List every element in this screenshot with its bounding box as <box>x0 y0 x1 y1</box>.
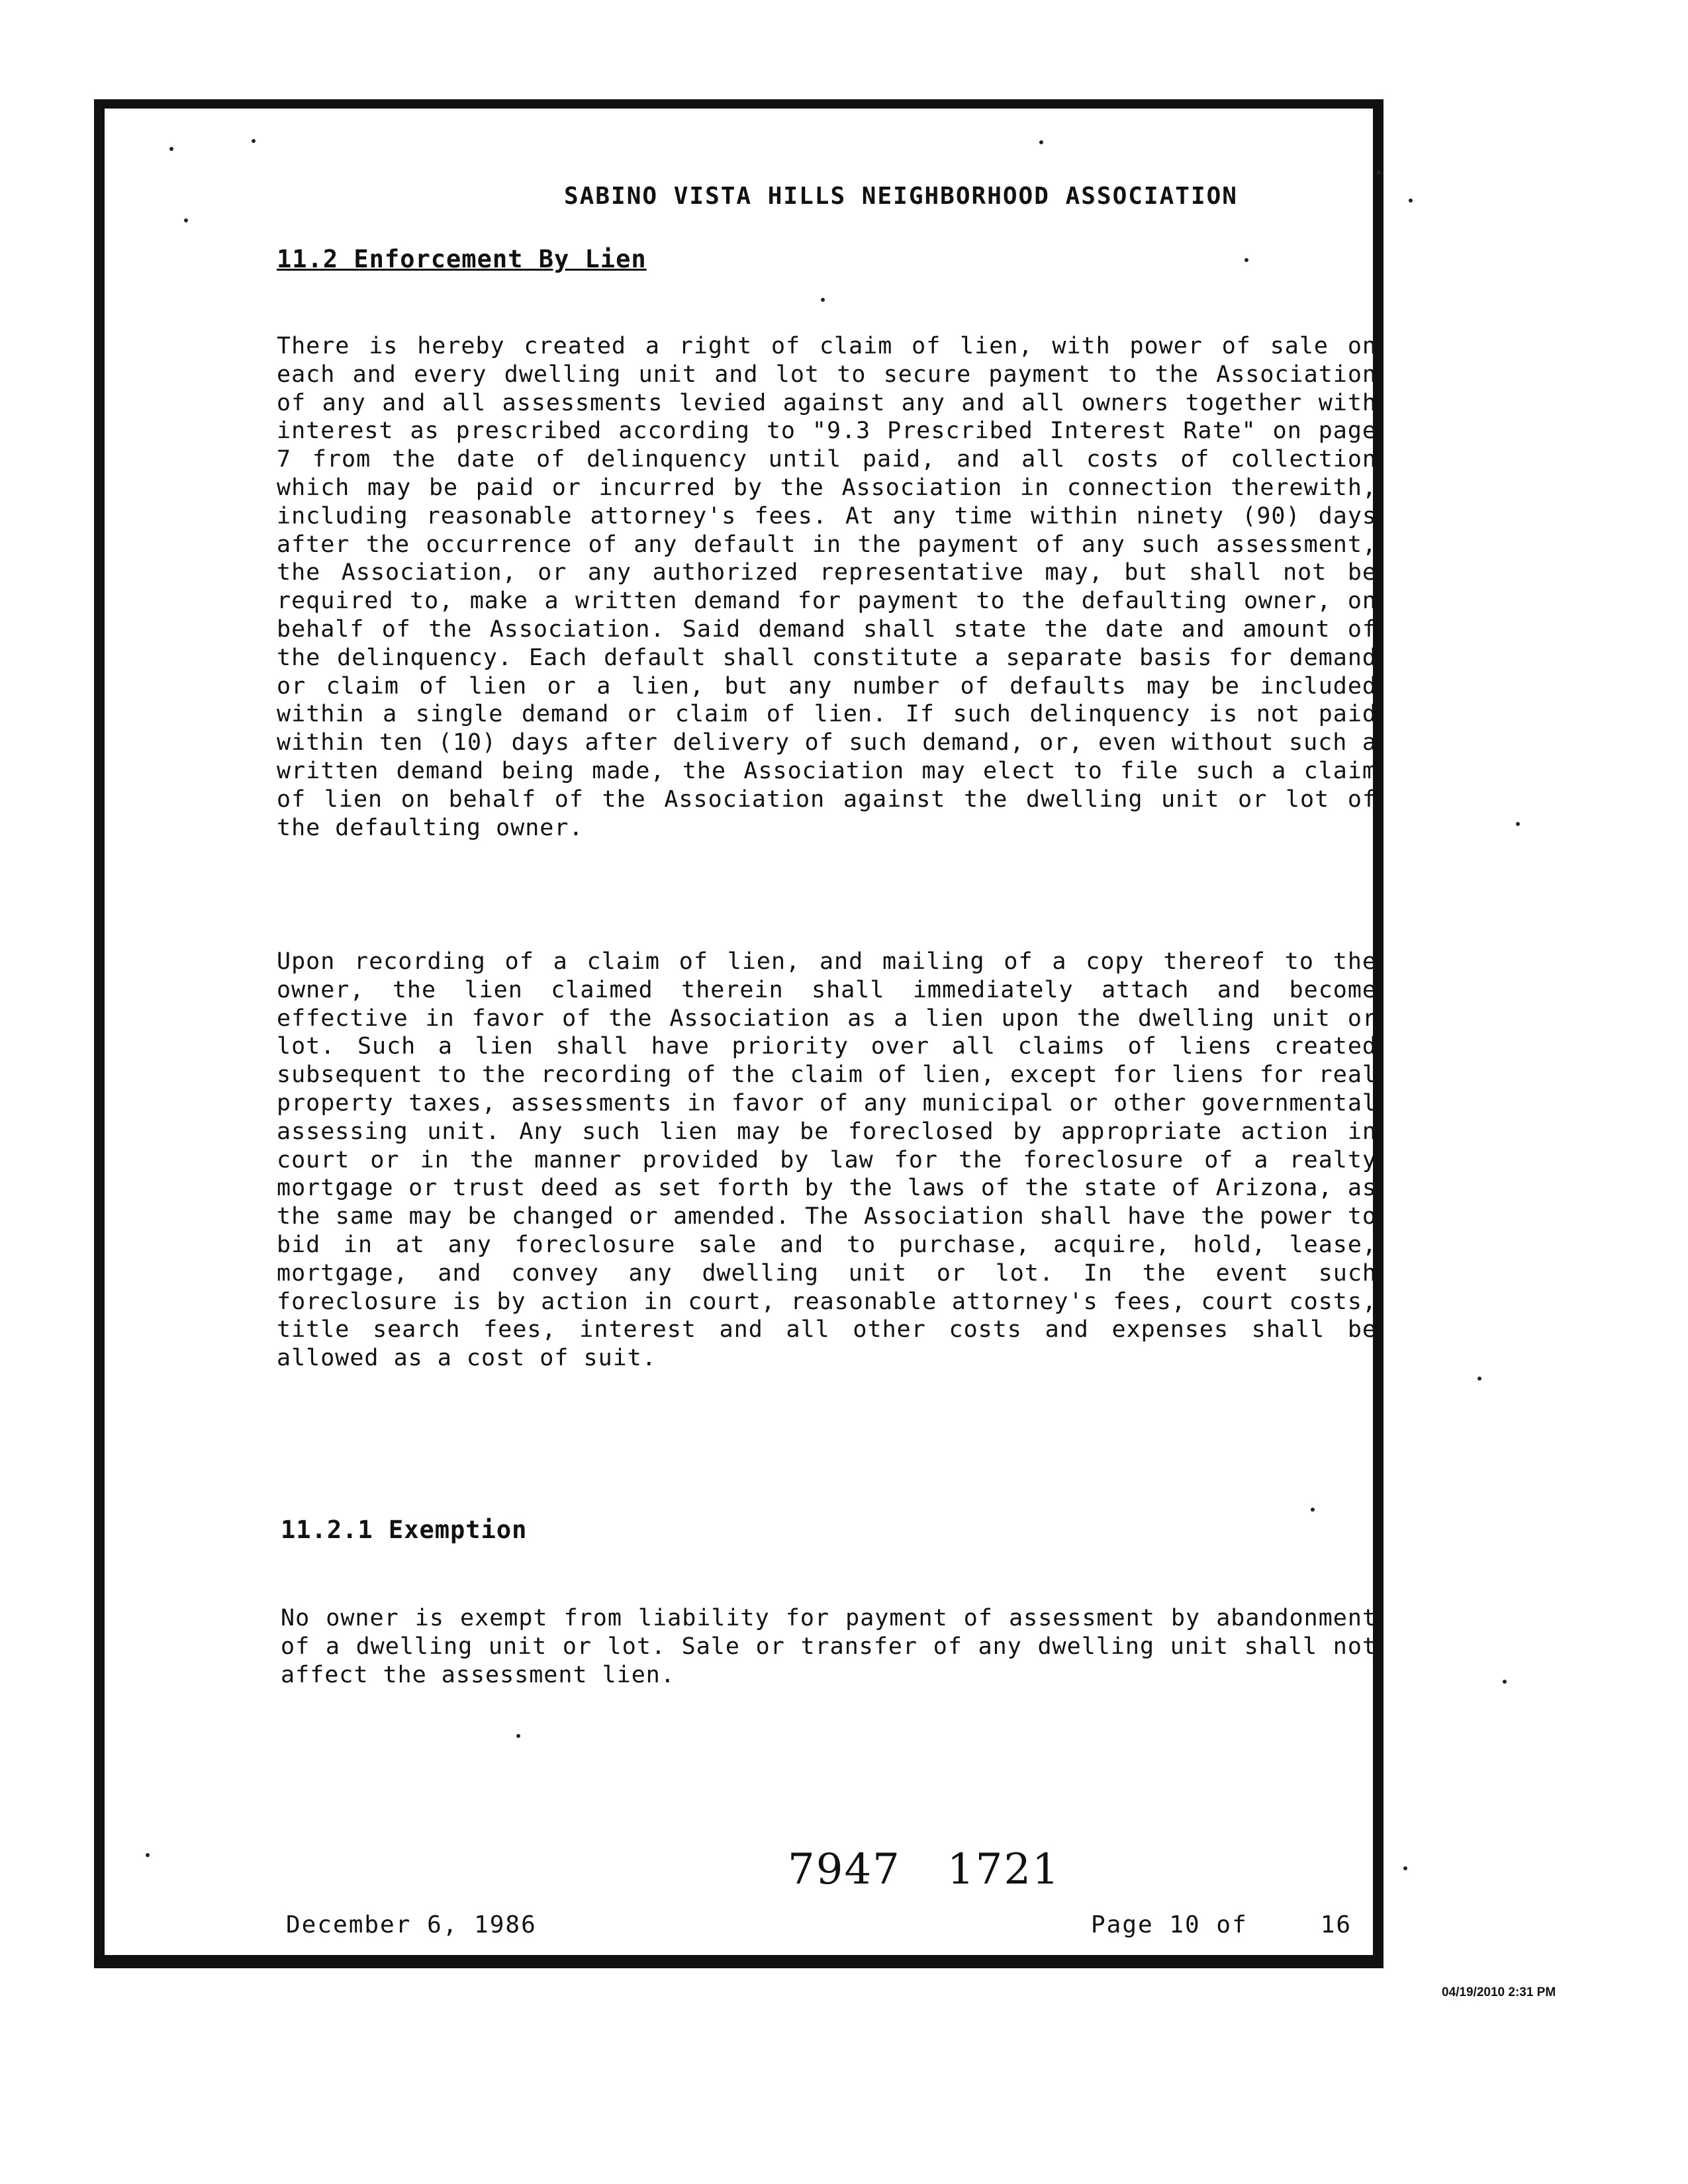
record-number-left: 7947 <box>788 1845 901 1894</box>
scan-speck <box>821 298 825 302</box>
footer-page-number <box>1091 1911 1352 1938</box>
scan-speck <box>1244 258 1248 262</box>
footer-page-label: Page 10 of <box>1091 1911 1248 1938</box>
document-header: SABINO VISTA HILLS NEIGHBORHOOD ASSOCIATION <box>564 183 1238 210</box>
scan-speck <box>1503 1680 1507 1684</box>
paragraph-exemption: No owner is exempt from liability for payment of assessment by abandonment of a dwelling unit or lot. Sale or transfer of any dwelling unit shall not affect the assessment lien. <box>281 1605 1377 1688</box>
scan-speck <box>516 1734 520 1738</box>
scan-speck <box>1477 1377 1481 1381</box>
scan-speck <box>1377 171 1381 175</box>
scan-speck <box>146 1853 150 1857</box>
paragraph-lien-creation: There is hereby created a right of claim of lien, with power of sale on each and every dwelling unit and lot to secure payment to the Association of any and all assessments levied against any and all owners together with interest as prescribed according to "9.3 Prescribed Interest Rate" on page 7 from the date of delinquency until paid, and all costs of collection which may be paid or incurred by the Association in connection therewith, including reasonable attorney's fees. At any time within ninety (90) days after the occurrence of any default in the payment of any such assessment, the Association, or any authorized representative may, but shall not be required to, make a written demand for payment to the defaulting owner, on behalf of the Association. Said demand shall state the date and amount of the delinquency. Each default shall constitute a separate basis for demand or claim of lien or a lien, but any number of defaults may be included within a single demand or claim of lien. If such delinquency is not paid within ten (10) days after delivery of such demand, or, even without such a written demand being made, the Association may elect to file such a claim of lien on behalf of the Association against the dwelling unit or lot of the defaulting owner. <box>277 333 1377 841</box>
section-title: 11.2 Enforcement By Lien <box>277 245 647 273</box>
subsection-title: 11.2.1 Exemption <box>281 1516 528 1544</box>
paragraph-lien-recording: Upon recording of a claim of lien, and mailing of a copy thereof to the owner, the lien claimed therein shall immediately attach and become effective in favor of the Association as a lien upon the dwelling unit or lot. Such a lien shall have priority over all claims of liens created subsequent to the recording of the claim of lien, except for liens for real property taxes, assessments in favor of any municipal or other governmental assessing unit. Any such lien may be foreclosed by appropriate action in court or in the manner provided by law for the foreclosure of a realty mortgage or trust deed as set forth by the laws of the state of Arizona, as the same may be changed or amended. The Association shall have the power to bid in at any foreclosure sale and to purchase, acquire, hold, lease, mortgage, and convey any dwelling unit or lot. In the event such foreclosure is by action in court, reasonable attorney's fees, court costs, title search fees, interest and all other costs and expenses shall be allowed as a cost of suit. <box>277 948 1377 1372</box>
print-timestamp: 04/19/2010 2:31 PM <box>1442 1985 1556 1999</box>
footer-date: December 6, 1986 <box>286 1911 537 1938</box>
record-number <box>788 1845 1060 1894</box>
record-number-right: 1721 <box>947 1845 1060 1894</box>
scan-speck <box>169 147 173 151</box>
scan-speck <box>1516 822 1520 826</box>
scan-speck <box>1403 1866 1407 1870</box>
footer-page-total: 16 <box>1320 1911 1352 1938</box>
scan-speck <box>252 139 256 143</box>
scan-speck <box>1039 140 1043 144</box>
scan-speck <box>1311 1508 1315 1512</box>
scan-speck <box>1409 199 1413 203</box>
scan-speck <box>184 218 188 222</box>
